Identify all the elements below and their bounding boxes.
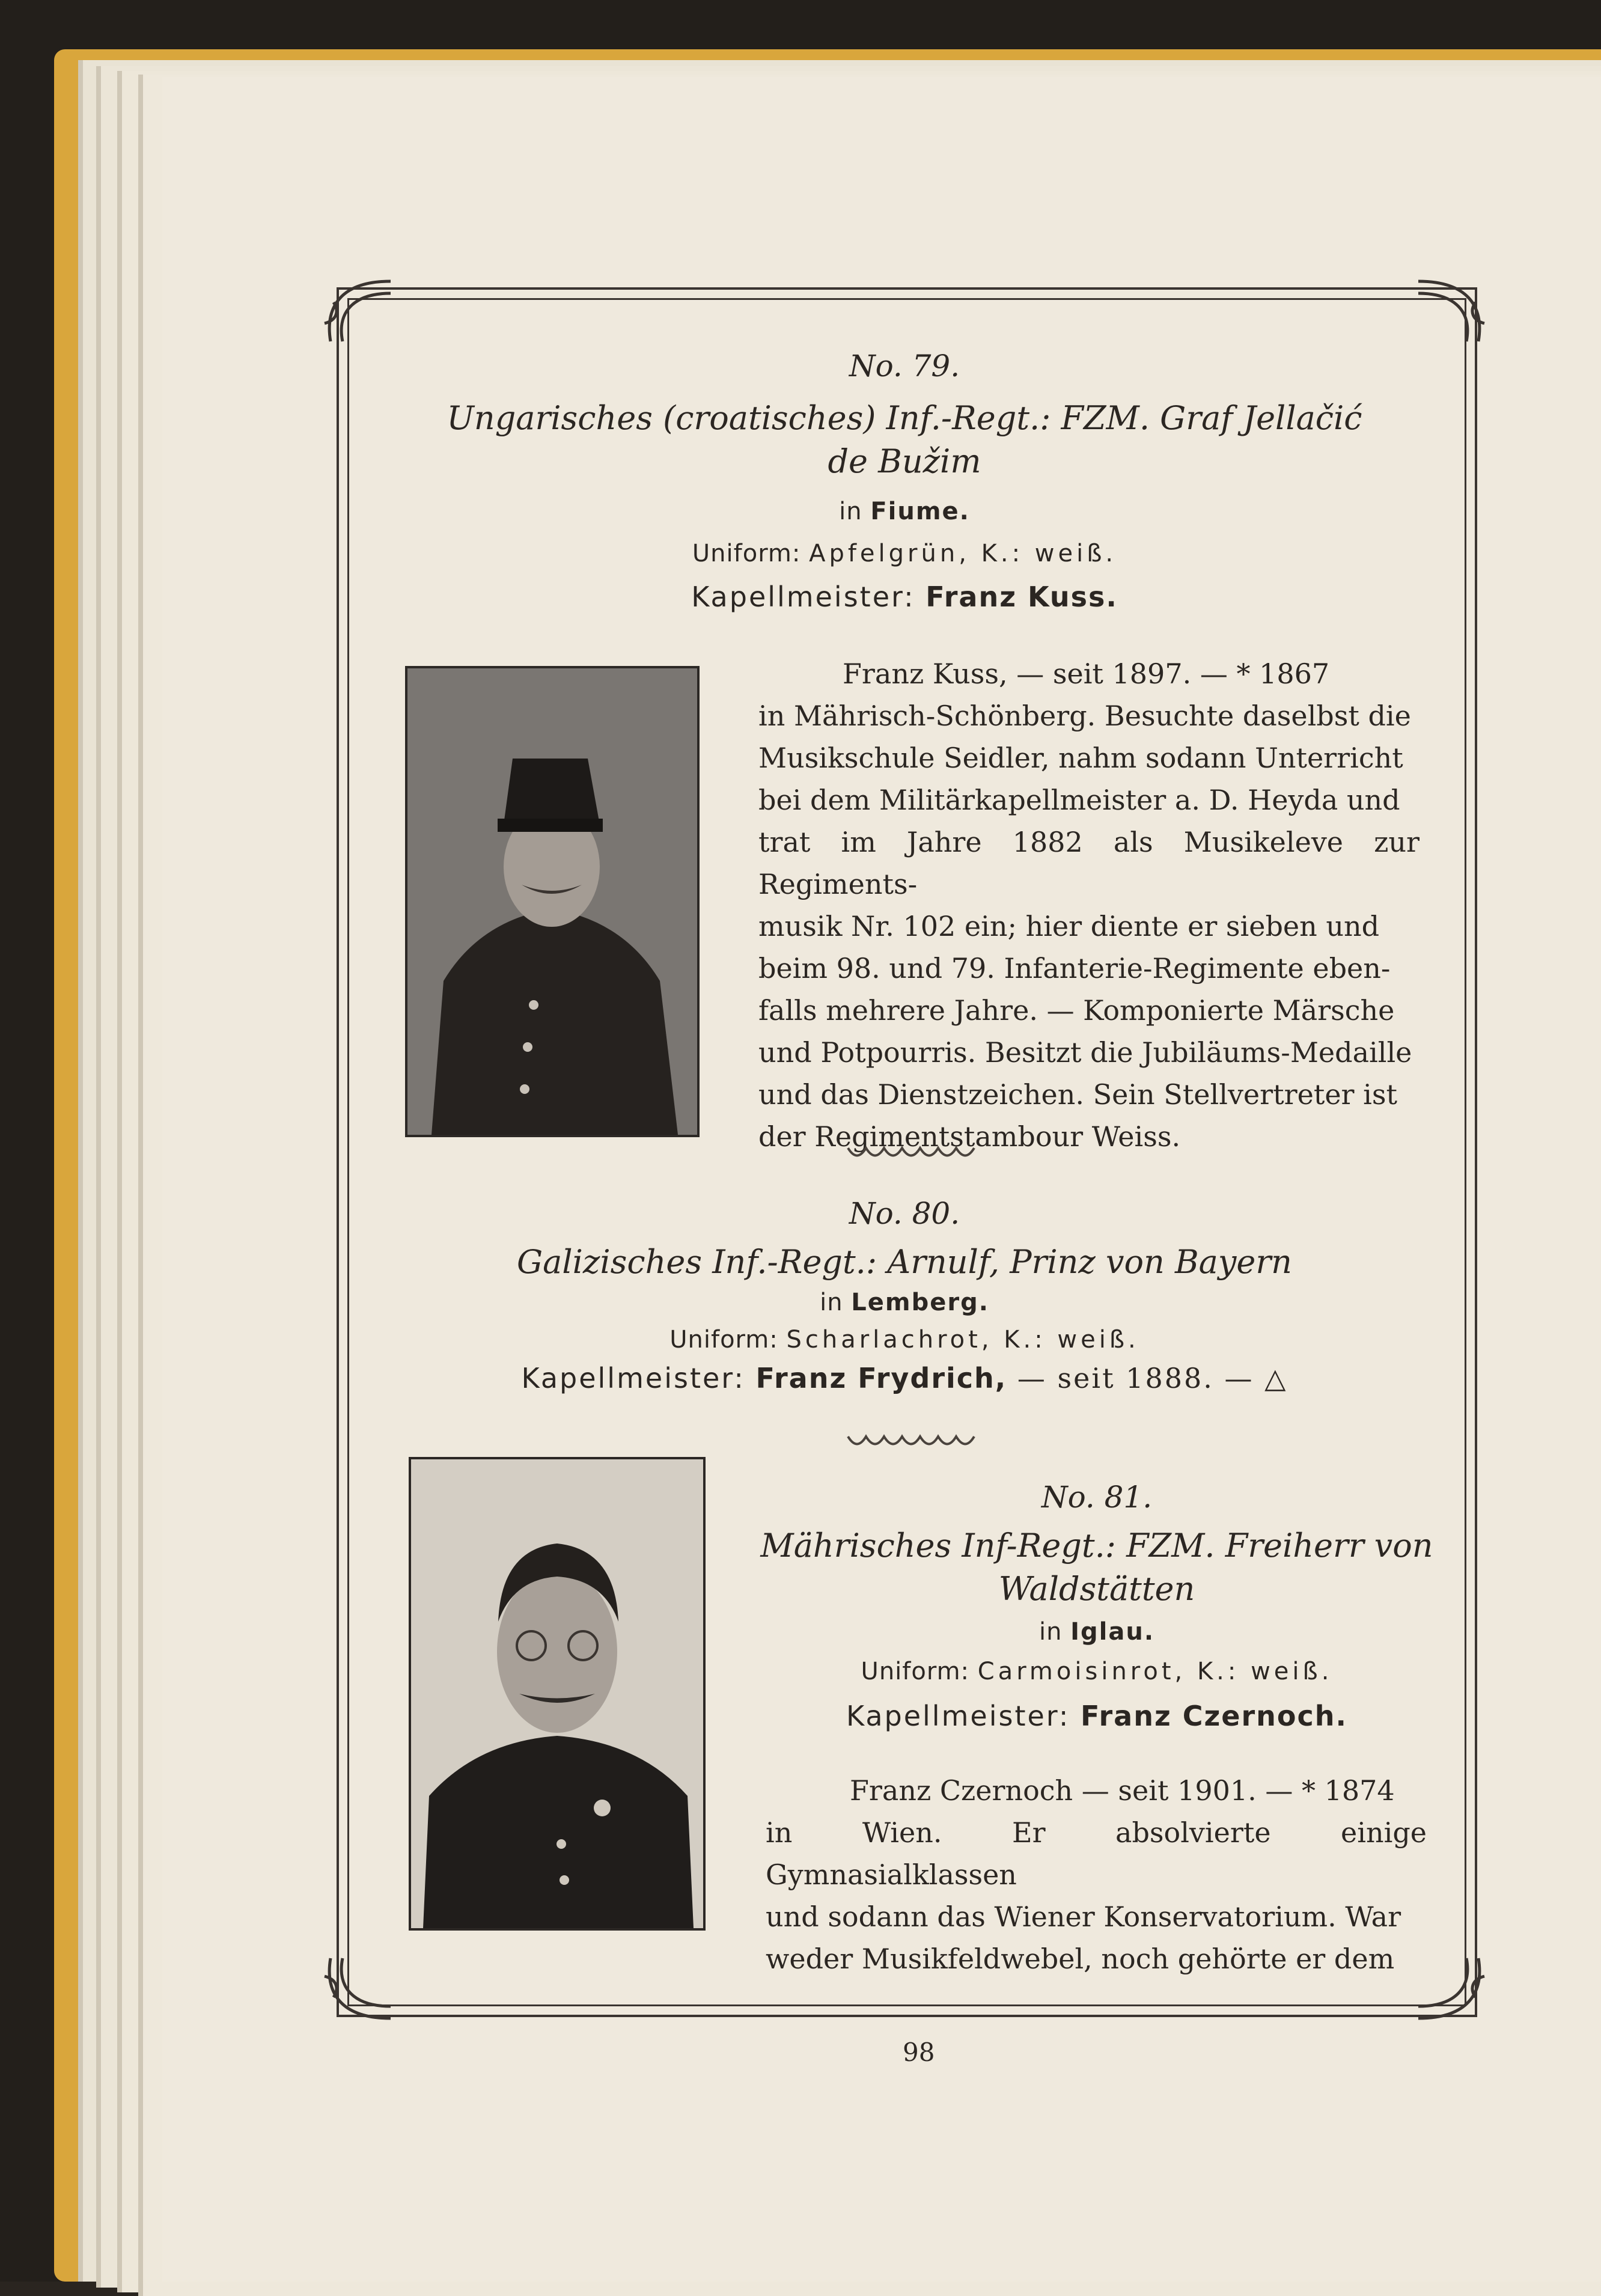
entry81-uniform: [757, 1658, 1436, 1685]
ornament-separator-icon: [845, 1430, 977, 1455]
entry80-uniform: [361, 1326, 1448, 1354]
entry81-regiment-line2: Waldstätten: [998, 1570, 1195, 1608]
entry79-bio-line: falls mehrere Jahre. — Komponierte Märsche: [758, 994, 1395, 1027]
entry79-bio-line: Franz Kuss, — seit 1897. — * 1867: [843, 658, 1330, 690]
entry81-location: [757, 1618, 1436, 1646]
entry81-bio: [766, 1769, 1427, 1980]
portrait-kuss-illustration: [407, 668, 697, 1135]
entry79-bio: [758, 653, 1420, 1158]
entry80-number: No. 80.: [849, 1196, 960, 1231]
entry79-kapellmeister: [361, 581, 1448, 613]
ornament-corner-icon: [319, 269, 403, 353]
entry81-bio-line: Franz Czernoch — seit 1901. — * 1874: [850, 1774, 1395, 1807]
ornament-separator-icon: [845, 1142, 977, 1166]
entry80-kapellmeister: [361, 1362, 1448, 1394]
entry81-kapellmeister-name: Franz Czernoch.: [1081, 1700, 1348, 1732]
entry80-location-name: Lemberg.: [851, 1289, 989, 1316]
entry79-kapellmeister-label: Kapellmeister:: [691, 581, 915, 613]
entry79-regiment-line1: Ungarisches (croatisches) Inf.-Regt.: FZM. Graf Jellačić: [447, 399, 1362, 437]
entry81-uniform-value: Carmoisinrot, K.: weiß.: [977, 1658, 1333, 1685]
ornament-corner-icon: [319, 1946, 403, 2030]
entry80-kapellmeister-name: Franz Frydrich,: [755, 1362, 1007, 1394]
entry79-uniform: [361, 540, 1448, 567]
entry79-uniform-value: Apfelgrün, K.: weiß.: [809, 540, 1117, 567]
entry80-location-prefix: in: [820, 1289, 843, 1316]
entry79-bio-line: trat im Jahre 1882 als Musikeleve zur Regiments-: [758, 826, 1420, 900]
entry80-location: [361, 1289, 1448, 1316]
entry79-bio-line: und das Dienstzeichen. Sein Stellvertreter ist: [758, 1078, 1397, 1111]
entry79-location: [361, 498, 1448, 525]
entry81-kapellmeister: [757, 1700, 1436, 1732]
entry81-number: No. 81.: [1041, 1480, 1153, 1515]
entry80-kapellmeister-suffix: — seit 1888. — △: [1017, 1362, 1288, 1394]
entry79-bio-line: und Potpourris. Besitzt die Jubiläums-Medaille: [758, 1036, 1412, 1069]
portrait-franz-czernoch: [409, 1457, 706, 1931]
entry81-location-prefix: in: [1038, 1618, 1063, 1646]
portrait-czernoch-illustration: [411, 1459, 703, 1928]
entry80-kapellmeister-label: Kapellmeister:: [521, 1362, 745, 1394]
entry79-bio-line: bei dem Militärkapellmeister a. D. Heyda und: [758, 784, 1400, 816]
entry80-uniform-label: Uniform:: [669, 1326, 778, 1354]
ornament-corner-icon: [1406, 269, 1490, 353]
entry79-location-prefix: in: [839, 498, 862, 525]
entry79-location-name: Fiume.: [870, 498, 970, 525]
entry79-number: No. 79.: [849, 349, 960, 383]
entry79-bio-line: in Mährisch-Schönberg. Besuchte daselbst die: [758, 700, 1411, 732]
entry81-regiment-line1: Mährisches Inf-Regt.: FZM. Freiherr von: [760, 1527, 1433, 1565]
entry79-bio-line: musik Nr. 102 ein; hier diente er sieben und: [758, 910, 1380, 942]
entry81-bio-line: und sodann das Wiener Konservatorium. War: [766, 1901, 1401, 1933]
page-number: 98: [903, 2038, 935, 2067]
entry79-bio-line: Musikschule Seidler, nahm sodann Unterricht: [758, 742, 1403, 774]
entry81-uniform-label: Uniform:: [861, 1658, 970, 1685]
entry79-bio-line: beim 98. und 79. Infanterie-Regimente eben-: [758, 952, 1391, 985]
entry81-bio-line: in Wien. Er absolvierte einige Gymnasialklassen: [766, 1816, 1427, 1891]
entry81-location-name: Iglau.: [1070, 1618, 1155, 1646]
entry79-kapellmeister-name: Franz Kuss.: [926, 581, 1118, 613]
entry79-regiment-line2: de Bužim: [828, 442, 981, 480]
entry79-uniform-label: Uniform:: [692, 540, 801, 567]
entry80-uniform-value: Scharlachrot, K.: weiß.: [786, 1326, 1139, 1354]
entry80-regiment: Galizisches Inf.-Regt.: Arnulf, Prinz von Bayern: [517, 1243, 1292, 1281]
entry79-bio-line: der Regimentstambour Weiss.: [758, 1120, 1181, 1153]
portrait-franz-kuss: [405, 666, 700, 1137]
entry81-bio-line: weder Musikfeldwebel, noch gehörte er dem: [766, 1943, 1395, 1975]
entry81-kapellmeister-label: Kapellmeister:: [846, 1700, 1070, 1732]
